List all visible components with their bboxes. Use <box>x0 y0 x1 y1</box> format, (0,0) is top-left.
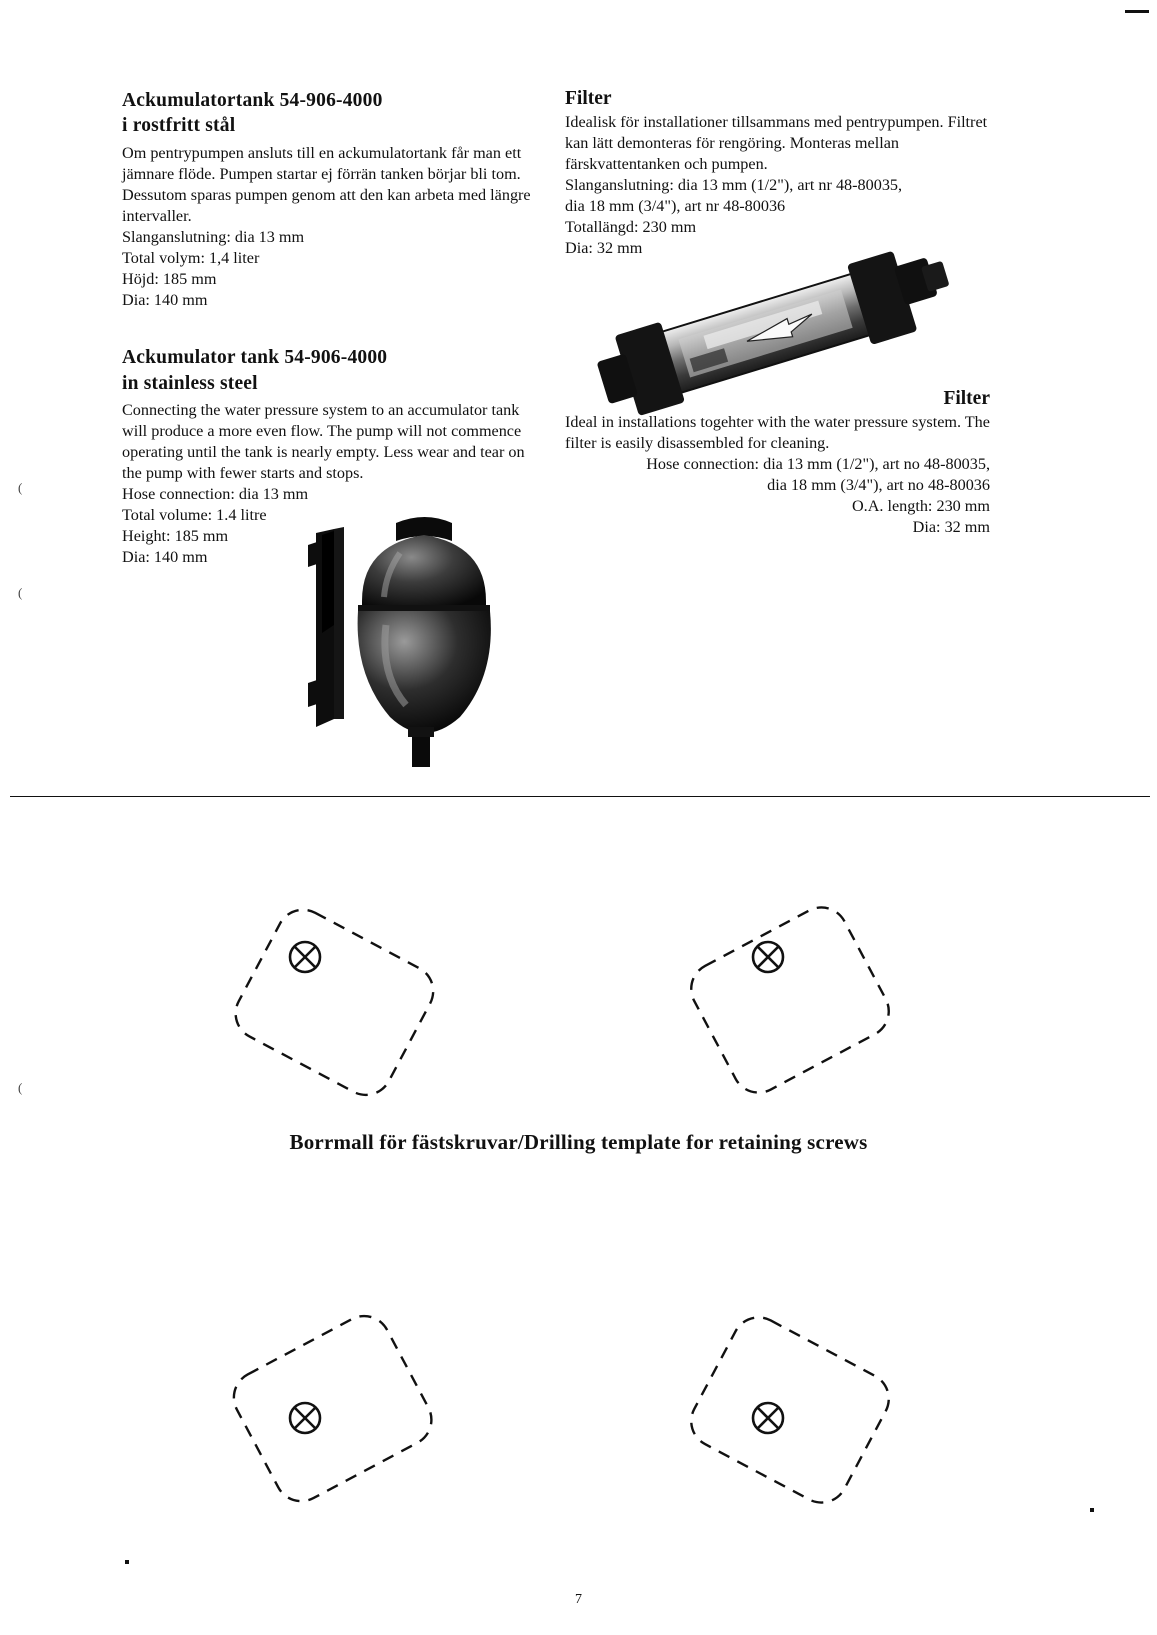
accumulator-tank-heading-en <box>122 345 542 396</box>
page-corner-dot-right <box>1090 1508 1094 1512</box>
spec-item: Höjd: 185 mm <box>122 270 217 289</box>
margin-tick-3: ( <box>18 1080 23 1095</box>
page-number: 7 <box>575 1592 582 1607</box>
filter-body-en: Ideal in installations togehter with the water pressure system. The filter is easily disassembled for cleaning. <box>565 413 990 453</box>
accumulator-tank-heading-sv-line1: Ackumulatortank 54-906-4000 <box>122 90 383 111</box>
screw-hole-mark <box>753 942 783 972</box>
drilling-template-area <box>0 840 1157 1540</box>
drill-template-bottom-left <box>225 1307 441 1510</box>
accumulator-tank-body-sv: Om pentrypumpen ansluts till en ackumulatortank får man ett jämnare flöde. Pumpen startar ej förrän tanken börjar bli tom. Dessutom sparas pumpen genom att den kan arbeta med längre intervaller. <box>122 143 531 225</box>
right-column <box>565 88 990 259</box>
accumulator-tank-photo <box>300 505 550 775</box>
spec-item: Dia: 32 mm <box>565 239 643 258</box>
spec-item: dia 18 mm (3/4"), art no 48-80036 <box>767 476 990 495</box>
spec-item: Total volym: 1,4 liter <box>122 249 260 267</box>
screw-hole-mark <box>753 1403 783 1433</box>
spec-item: dia 18 mm (3/4"), art nr 48-80036 <box>565 197 786 216</box>
filter-heading-en: Filter <box>943 388 990 409</box>
spec-item: Hose connection: dia 13 mm <box>122 485 309 504</box>
margin-tick-2: ( <box>18 585 23 600</box>
accumulator-tank-specs-sv <box>122 227 542 311</box>
drill-template-top-left <box>227 901 443 1104</box>
accumulator-tank-body-en: Connecting the water pressure system to an accumulator tank will produce a more even flow. The pump will not commence operating until the tank is nearly empty. Less wear and tear on the pump with fewer starts and stops. <box>122 400 525 483</box>
left-column <box>122 88 542 568</box>
page-edge-mark <box>1125 10 1149 13</box>
spec-item: Dia: 140 mm <box>122 291 208 310</box>
spec-item: Dia: 140 mm <box>122 548 208 567</box>
spec-item: Height: 185 mm <box>122 527 229 546</box>
accumulator-tank-heading-sv-line2: i rostfritt stål <box>122 115 236 137</box>
spec-item: Dia: 32 mm <box>912 518 990 537</box>
accumulator-tank-heading-en-line1: Ackumulator tank 54-906-4000 <box>122 347 388 369</box>
drill-template-top-right <box>682 898 898 1101</box>
spec-item: Total volume: 1.4 litre <box>122 506 267 525</box>
filter-specs-en <box>565 454 990 538</box>
section-spacer <box>122 311 542 345</box>
filter-body-sv: Idealisk för installationer tillsammans med pentrypumpen. Filtret kan lätt demonteras för rengöring. Monteras mellan färskvattentanken och pumpen. <box>565 113 988 174</box>
accumulator-tank-heading-sv <box>122 88 542 139</box>
drill-template-bottom-right <box>682 1308 898 1511</box>
drilling-template-caption: Borrmall för fästskruvar/Drilling template for retaining screws <box>289 1130 868 1154</box>
screw-hole-mark <box>290 942 320 972</box>
margin-tick-1: ( <box>18 480 23 495</box>
filter-heading-sv: Filter <box>565 88 612 109</box>
page-corner-dot <box>125 1560 129 1564</box>
spec-item: O.A. length: 230 mm <box>851 497 990 516</box>
spec-item: Hose connection: dia 13 mm (1/2"), art no 48-80035, <box>646 455 990 474</box>
spec-item: Slanganslutning: dia 13 mm (1/2"), art nr 48-80035, <box>565 176 903 195</box>
spec-item: Slanganslutning: dia 13 mm <box>122 227 305 246</box>
section-divider <box>10 796 1150 797</box>
accumulator-tank-heading-en-line2: in stainless steel <box>122 372 258 394</box>
spec-item: Totallängd: 230 mm <box>565 218 697 237</box>
screw-hole-mark <box>290 1403 320 1433</box>
filter-text-en <box>565 388 990 538</box>
